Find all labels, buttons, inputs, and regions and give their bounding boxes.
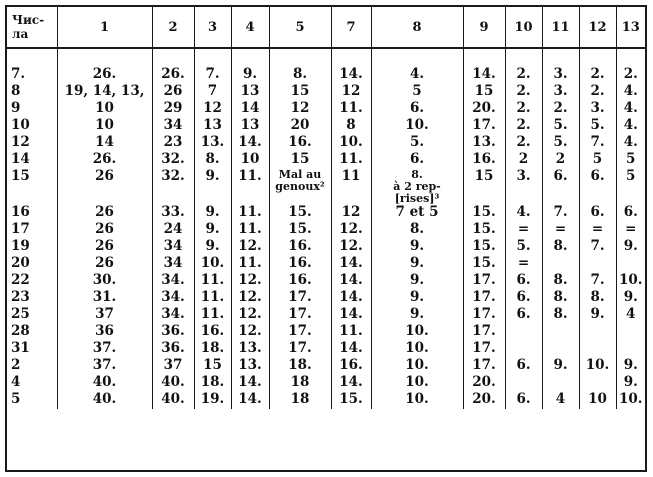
table-cell: 9. <box>194 205 231 222</box>
table-cell: 5 <box>579 152 616 169</box>
table-cell: 15. <box>269 222 331 239</box>
header-cell-col-3: 3 <box>194 7 231 48</box>
table-cell: 6. <box>542 169 579 205</box>
table-cell: 6. <box>579 169 616 205</box>
row-date-cell: 22 <box>11 272 30 288</box>
table-cell: 14. <box>231 375 269 392</box>
table-cell: 9. <box>579 307 616 324</box>
table-cell: 16. <box>331 358 371 375</box>
table-cell: 4. <box>616 101 645 118</box>
table-cell: 17. <box>463 341 505 358</box>
table-cell: 13. <box>231 341 269 358</box>
table-cell: 11. <box>331 324 371 341</box>
table-cell: 5 <box>616 169 645 205</box>
table-cell: 11. <box>194 273 231 290</box>
table-cell: 37 <box>57 307 152 324</box>
row-date-cell: 4 <box>11 374 21 390</box>
table-cell: 4. <box>616 118 645 135</box>
table-cell: 26. <box>57 152 152 169</box>
row-date-cell: 10 <box>11 117 30 133</box>
table-cell: 17. <box>463 307 505 324</box>
table-cell: 9. <box>371 290 463 307</box>
table-cell: = <box>505 222 542 239</box>
table-cell: 14. <box>463 67 505 84</box>
table-cell <box>269 169 331 205</box>
table-cell: 26 <box>57 222 152 239</box>
row-date-cell: 8 <box>11 83 21 99</box>
table-cell: 3. <box>542 84 579 101</box>
table-cell: 11. <box>194 290 231 307</box>
table-cell: 12. <box>331 239 371 256</box>
table-cell: 6. <box>371 101 463 118</box>
table-cell: 36. <box>152 341 194 358</box>
table-row <box>7 239 645 256</box>
table-cell: 8. <box>194 152 231 169</box>
table-cell: 11. <box>231 222 269 239</box>
table-cell: 13 <box>231 118 269 135</box>
table-cell: 20. <box>463 392 505 409</box>
table-cell: = <box>579 222 616 239</box>
header-cell-col-12: 12 <box>579 7 616 48</box>
table-cell: 2. <box>579 84 616 101</box>
table-cell: 19. <box>194 392 231 409</box>
header-cell-col-11: 11 <box>542 7 579 48</box>
table-cell: 5. <box>371 135 463 152</box>
table-cell: 20 <box>269 118 331 135</box>
table-cell: 32. <box>152 169 194 205</box>
row-date-cell: 25 <box>11 306 30 322</box>
table-cell: 11. <box>194 307 231 324</box>
table-cell: 2. <box>505 135 542 152</box>
table-cell: 9. <box>371 256 463 273</box>
table-cell: 24 <box>152 222 194 239</box>
table-cell: 40. <box>57 392 152 409</box>
table-cell: 7. <box>579 273 616 290</box>
header-cell-col-8: 8 <box>371 7 463 48</box>
table-cell: 14. <box>331 375 371 392</box>
table-cell: 33. <box>152 205 194 222</box>
table-cell: 4. <box>616 135 645 152</box>
table-cell: 26 <box>57 256 152 273</box>
table-row <box>7 205 645 222</box>
spacer-row <box>7 48 645 67</box>
table-cell <box>371 169 463 205</box>
header-cell-col-4: 4 <box>231 7 269 48</box>
table-cell: 2. <box>505 84 542 101</box>
row-date-cell: 17 <box>11 221 30 237</box>
header-row <box>7 7 645 48</box>
table-cell: 10 <box>57 118 152 135</box>
table-cell: = <box>505 256 542 273</box>
header-cell-col-7: 7 <box>331 7 371 48</box>
table-cell: = <box>542 222 579 239</box>
table-cell <box>579 324 616 341</box>
table-cell: 17. <box>269 290 331 307</box>
table-cell: 8. <box>371 222 463 239</box>
table-cell: 14 <box>57 135 152 152</box>
table-cell: 6. <box>579 205 616 222</box>
table-cell: 16. <box>269 239 331 256</box>
table-cell: 17. <box>269 324 331 341</box>
table-cell: 37. <box>57 358 152 375</box>
table-cell <box>542 256 579 273</box>
table-cell: 5 <box>616 152 645 169</box>
row-date-cell: 28 <box>11 323 30 339</box>
table-row <box>7 358 645 375</box>
table-cell: 10 <box>57 101 152 118</box>
table-cell: 6. <box>505 290 542 307</box>
table-row <box>7 307 645 324</box>
table-cell: 15 <box>269 152 331 169</box>
table-cell: 8. <box>542 307 579 324</box>
row-date-cell: 5 <box>11 391 21 407</box>
table-cell: 2. <box>579 67 616 84</box>
table-row <box>7 341 645 358</box>
table-cell: 2 <box>542 152 579 169</box>
table-cell: 26 <box>57 239 152 256</box>
table-cell <box>616 324 645 341</box>
table-cell: 16. <box>269 256 331 273</box>
table-cell: 12. <box>231 290 269 307</box>
table-cell: 14. <box>331 307 371 324</box>
table-cell: 16. <box>463 152 505 169</box>
table-row <box>7 290 645 307</box>
table-cell: 14. <box>331 273 371 290</box>
table-cell: 12. <box>231 307 269 324</box>
table-cell: 10. <box>371 358 463 375</box>
table-cell: 11. <box>231 169 269 205</box>
table-row <box>7 222 645 239</box>
header-cell-col-5: 5 <box>269 7 331 48</box>
table-cell: 9. <box>616 239 645 256</box>
table-cell: 8. <box>579 290 616 307</box>
table-cell: 18. <box>269 358 331 375</box>
table-cell: 12. <box>231 273 269 290</box>
table-cell: 26 <box>57 205 152 222</box>
table-cell <box>579 375 616 392</box>
table-cell: 40. <box>152 375 194 392</box>
table-cell: 15 <box>194 358 231 375</box>
table-cell: 6. <box>616 205 645 222</box>
table-cell: 5. <box>579 118 616 135</box>
table-cell: 6. <box>505 392 542 409</box>
table-cell: 10. <box>194 256 231 273</box>
row-date-cell: 16 <box>11 204 30 220</box>
table-cell: 3. <box>579 101 616 118</box>
table-cell: 16. <box>194 324 231 341</box>
table-cell: 10 <box>579 392 616 409</box>
table-cell: 14. <box>231 392 269 409</box>
table-cell: 11. <box>331 101 371 118</box>
table-cell <box>542 375 579 392</box>
table-cell: 2. <box>505 101 542 118</box>
table-cell: 15. <box>463 239 505 256</box>
header-cell-col-9: 9 <box>463 7 505 48</box>
table-row <box>7 84 645 101</box>
table-row <box>7 67 645 84</box>
table-cell: 13. <box>231 358 269 375</box>
table-cell <box>505 375 542 392</box>
table-cell: 10. <box>371 392 463 409</box>
row-date-cell: 23 <box>11 289 30 305</box>
table-cell: 34. <box>152 290 194 307</box>
table-cell: 4 <box>542 392 579 409</box>
table-cell: 6. <box>371 152 463 169</box>
table-cell: 7. <box>194 67 231 84</box>
data-table-frame <box>5 5 647 472</box>
table-cell: 36 <box>57 324 152 341</box>
cell-note: 8. à 2 rep- [rises]³ <box>393 168 441 205</box>
table-cell: 12. <box>231 239 269 256</box>
table-cell: 10. <box>331 135 371 152</box>
table-cell: 17. <box>463 273 505 290</box>
table-cell: 15. <box>331 392 371 409</box>
table-cell: 18. <box>194 375 231 392</box>
table-cell: 29 <box>152 101 194 118</box>
table-cell: 5. <box>542 118 579 135</box>
table-cell: 15. <box>463 205 505 222</box>
table-cell: 15 <box>463 169 505 205</box>
row-date-cell: 31 <box>11 340 30 356</box>
table-cell: 10. <box>371 324 463 341</box>
row-date-cell: 20 <box>11 255 30 271</box>
table-row <box>7 118 645 135</box>
table-cell: 19, 14, 13, <box>57 84 152 101</box>
table-row <box>7 392 645 409</box>
table-cell: 40. <box>57 375 152 392</box>
table-cell <box>542 341 579 358</box>
table-cell: 10 <box>231 152 269 169</box>
table-cell: 14. <box>231 135 269 152</box>
table-cell: 17. <box>463 324 505 341</box>
table-cell: 13 <box>231 84 269 101</box>
table-cell: 34 <box>152 256 194 273</box>
table-cell: 5. <box>505 239 542 256</box>
table-cell: 17. <box>463 290 505 307</box>
table-cell: 14. <box>331 290 371 307</box>
table-cell: 34 <box>152 118 194 135</box>
table-row <box>7 169 645 205</box>
table-cell: 12 <box>331 84 371 101</box>
row-date-cell: 9 <box>11 100 21 116</box>
table-cell: 26. <box>152 67 194 84</box>
table-row <box>7 324 645 341</box>
table-cell: 11. <box>331 152 371 169</box>
table-row <box>7 256 645 273</box>
table-cell: 10. <box>616 392 645 409</box>
table-cell: 10. <box>371 375 463 392</box>
table-cell: 4. <box>505 205 542 222</box>
table-cell <box>616 341 645 358</box>
table-cell: 40. <box>152 392 194 409</box>
table-cell: 18. <box>194 341 231 358</box>
table-cell: 10. <box>371 341 463 358</box>
table-cell: 15 <box>463 84 505 101</box>
table-cell: 4. <box>371 67 463 84</box>
header-cell-col-2: 2 <box>152 7 194 48</box>
table-cell: 10. <box>371 118 463 135</box>
table-cell: 9. <box>616 290 645 307</box>
table-cell: 34. <box>152 273 194 290</box>
cell-note: Mal au genoux² <box>275 168 325 193</box>
table-cell: 11. <box>231 256 269 273</box>
table-cell: 17. <box>463 358 505 375</box>
table-header <box>7 7 645 48</box>
table-cell: 15. <box>463 222 505 239</box>
table-row <box>7 375 645 392</box>
table-cell: 15. <box>463 256 505 273</box>
table-cell: 9. <box>231 67 269 84</box>
table-cell: 31. <box>57 290 152 307</box>
table-cell: 6. <box>505 358 542 375</box>
table-cell: 9. <box>194 239 231 256</box>
table-cell <box>616 256 645 273</box>
table-cell: 8 <box>331 118 371 135</box>
table-cell: 5. <box>542 135 579 152</box>
table-cell: 14 <box>231 101 269 118</box>
table-cell: 15 <box>269 84 331 101</box>
table-cell: 11. <box>231 205 269 222</box>
table-cell: 14. <box>331 341 371 358</box>
table-cell <box>579 256 616 273</box>
table-cell: 30. <box>57 273 152 290</box>
table-cell: 37 <box>152 358 194 375</box>
table-cell: 2. <box>616 67 645 84</box>
table-cell: 9. <box>616 358 645 375</box>
header-cell-col-10: 10 <box>505 7 542 48</box>
table-cell: 23 <box>152 135 194 152</box>
header-cell-dates: Чис- ла <box>7 7 57 48</box>
table-cell: 18 <box>269 392 331 409</box>
table-cell: 5 <box>371 84 463 101</box>
table-row <box>7 135 645 152</box>
table-cell: 2 <box>505 152 542 169</box>
table-cell: 13. <box>463 135 505 152</box>
table-cell: 2. <box>505 67 542 84</box>
table-cell: 2. <box>542 101 579 118</box>
table-cell: 14. <box>331 256 371 273</box>
table-cell: 9. <box>371 239 463 256</box>
table-cell: 16. <box>269 135 331 152</box>
table-cell: 9. <box>194 169 231 205</box>
table-row <box>7 273 645 290</box>
table-cell: 6. <box>505 273 542 290</box>
table-cell: 13. <box>194 135 231 152</box>
table-cell: 3. <box>505 169 542 205</box>
table-cell: 8. <box>542 290 579 307</box>
table-cell: 8. <box>542 273 579 290</box>
table-cell: 12. <box>231 324 269 341</box>
table-row <box>7 152 645 169</box>
table-cell: 37. <box>57 341 152 358</box>
table-cell: 16. <box>269 273 331 290</box>
table-cell: 7. <box>579 239 616 256</box>
header-cell-col-13: 13 <box>616 7 645 48</box>
table-cell: 4. <box>616 84 645 101</box>
table-cell: 6. <box>505 307 542 324</box>
table-cell: 9. <box>371 307 463 324</box>
table-cell: 26 <box>152 84 194 101</box>
table-cell <box>579 341 616 358</box>
table-cell: 3. <box>542 67 579 84</box>
table-cell: 7. <box>542 205 579 222</box>
table-cell <box>505 324 542 341</box>
table-cell: 8. <box>542 239 579 256</box>
table-cell: = <box>616 222 645 239</box>
table-cell: 9. <box>542 358 579 375</box>
table-cell: 36. <box>152 324 194 341</box>
table-cell: 26. <box>57 67 152 84</box>
row-date-cell: 12 <box>11 134 30 150</box>
data-table <box>7 7 645 409</box>
table-cell: 20. <box>463 375 505 392</box>
table-cell: 11 <box>331 169 371 205</box>
table-cell: 9. <box>616 375 645 392</box>
table-cell: 34 <box>152 239 194 256</box>
table-cell: 32. <box>152 152 194 169</box>
row-date-cell: 2 <box>11 357 21 373</box>
row-date-cell: 14 <box>11 151 30 167</box>
table-cell: 12 <box>269 101 331 118</box>
table-cell: 17. <box>269 341 331 358</box>
table-cell: 10. <box>579 358 616 375</box>
table-cell: 15. <box>269 205 331 222</box>
table-row <box>7 101 645 118</box>
table-cell: 14. <box>331 67 371 84</box>
table-cell: 7 et 5 <box>371 205 463 222</box>
table-cell: 20. <box>463 101 505 118</box>
row-date-cell: 7. <box>11 66 26 82</box>
table-cell: 18 <box>269 375 331 392</box>
table-cell <box>542 324 579 341</box>
table-cell <box>505 341 542 358</box>
table-cell: 12 <box>194 101 231 118</box>
header-cell-col-1: 1 <box>57 7 152 48</box>
table-cell: 12. <box>331 222 371 239</box>
table-cell: 7 <box>194 84 231 101</box>
table-cell: 9. <box>371 273 463 290</box>
table-cell: 9. <box>194 222 231 239</box>
row-date-cell: 15 <box>11 168 30 184</box>
table-cell: 10. <box>616 273 645 290</box>
table-cell: 26 <box>57 169 152 205</box>
table-cell: 2. <box>505 118 542 135</box>
table-cell: 13 <box>194 118 231 135</box>
table-body <box>7 48 645 409</box>
table-cell: 4 <box>616 307 645 324</box>
table-cell: 12 <box>331 205 371 222</box>
table-cell: 34. <box>152 307 194 324</box>
table-cell: 17. <box>269 307 331 324</box>
table-cell: 17. <box>463 118 505 135</box>
row-date-cell: 19 <box>11 238 30 254</box>
table-cell: 8. <box>269 67 331 84</box>
table-cell: 7. <box>579 135 616 152</box>
